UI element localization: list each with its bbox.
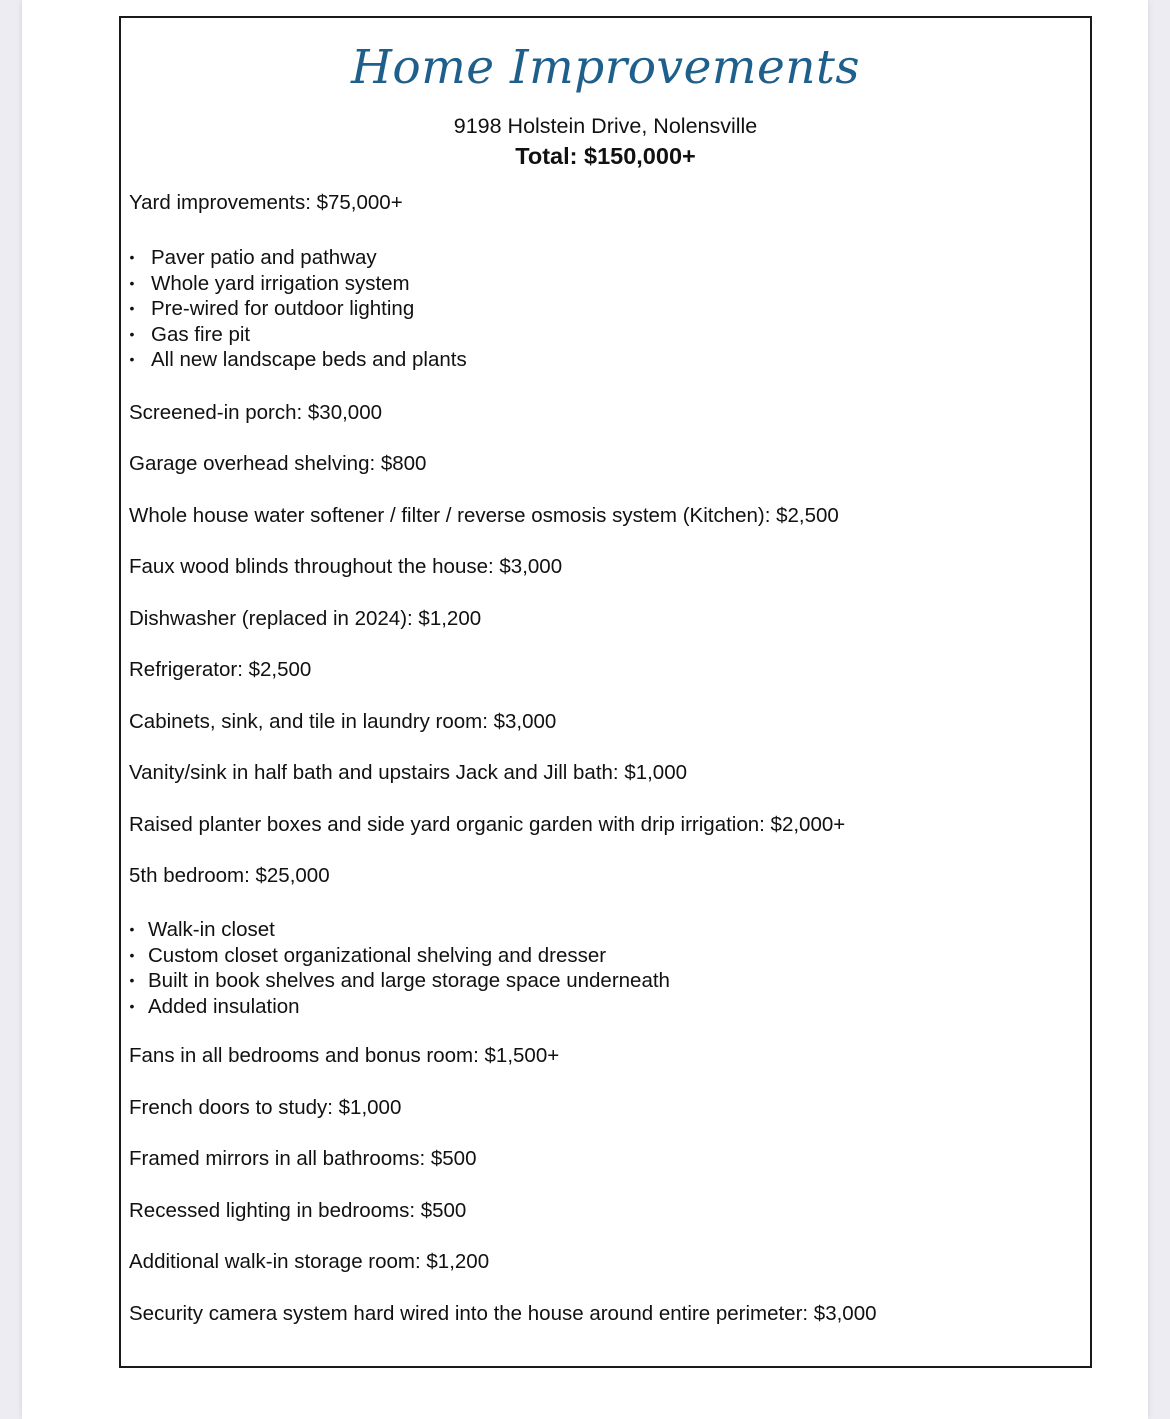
bullet-icon: •	[129, 946, 135, 963]
list-item: • Walk-in closet	[129, 918, 275, 941]
french-doors-item: French doors to study: $1,000	[129, 1096, 402, 1119]
list-item: • Pre-wired for outdoor lighting	[129, 297, 415, 321]
total-amount: Total: $150,000+	[515, 143, 696, 169]
property-address: 9198 Holstein Drive, Nolensville	[453, 114, 758, 138]
bullet-icon: •	[129, 274, 135, 291]
bullet-icon: •	[129, 972, 135, 989]
security-camera-item: Security camera system hard wired into the house around entire perimeter: $3,000	[129, 1302, 877, 1325]
list-item: • Whole yard irrigation system	[129, 271, 410, 295]
dishwasher-item: Dishwasher (replaced in 2024): $1,200	[129, 607, 482, 630]
planter-boxes-item: Raised planter boxes and side yard organic garden with drip irrigation: $2,000+	[129, 813, 846, 836]
yard-improvements-heading: Yard improvements: $75,000+	[129, 191, 403, 214]
storage-room-item: Additional walk-in storage room: $1,200	[129, 1250, 490, 1273]
bullet-icon: •	[129, 325, 135, 342]
faux-wood-blinds-item: Faux wood blinds throughout the house: $3,000	[129, 555, 563, 578]
screened-porch-item: Screened-in porch: $30,000	[129, 401, 383, 424]
fifth-bedroom-list	[129, 917, 670, 1019]
bullet-icon: •	[129, 249, 135, 265]
vanity-sink-item: Vanity/sink in half bath and upstairs Jack and Jill bath: $1,000	[129, 761, 688, 784]
bullet-icon: •	[129, 300, 135, 317]
bullet-icon: •	[129, 921, 135, 937]
laundry-room-item: Cabinets, sink, and tile in laundry room: $3,000	[129, 710, 557, 733]
list-item: • All new landscape beds and plants	[129, 348, 467, 372]
water-softener-item: Whole house water softener / filter / reverse osmosis system (Kitchen): $2,500	[129, 504, 839, 527]
list-item: • Added insulation	[129, 994, 300, 1018]
recessed-lighting-item: Recessed lighting in bedrooms: $500	[129, 1199, 467, 1222]
document-page	[22, 0, 1148, 1419]
document-border-frame	[119, 16, 1092, 1368]
bullet-icon: •	[129, 351, 135, 368]
bullet-icon: •	[129, 997, 135, 1014]
fans-item: Fans in all bedrooms and bonus room: $1,500+	[129, 1044, 560, 1067]
list-item: • Gas fire pit	[129, 322, 251, 346]
garage-shelving-item: Garage overhead shelving: $800	[129, 452, 427, 475]
list-item: • Paver patio and pathway	[129, 246, 377, 269]
fifth-bedroom-heading: 5th bedroom: $25,000	[129, 864, 330, 887]
refrigerator-item: Refrigerator: $2,500	[129, 658, 312, 681]
yard-improvements-list	[129, 245, 467, 373]
page-title: Home Improvements	[350, 40, 861, 95]
list-item: • Custom closet organizational shelving and dresser	[129, 943, 607, 967]
framed-mirrors-item: Framed mirrors in all bathrooms: $500	[129, 1147, 477, 1170]
list-item: • Built in book shelves and large storage space underneath	[129, 969, 670, 993]
